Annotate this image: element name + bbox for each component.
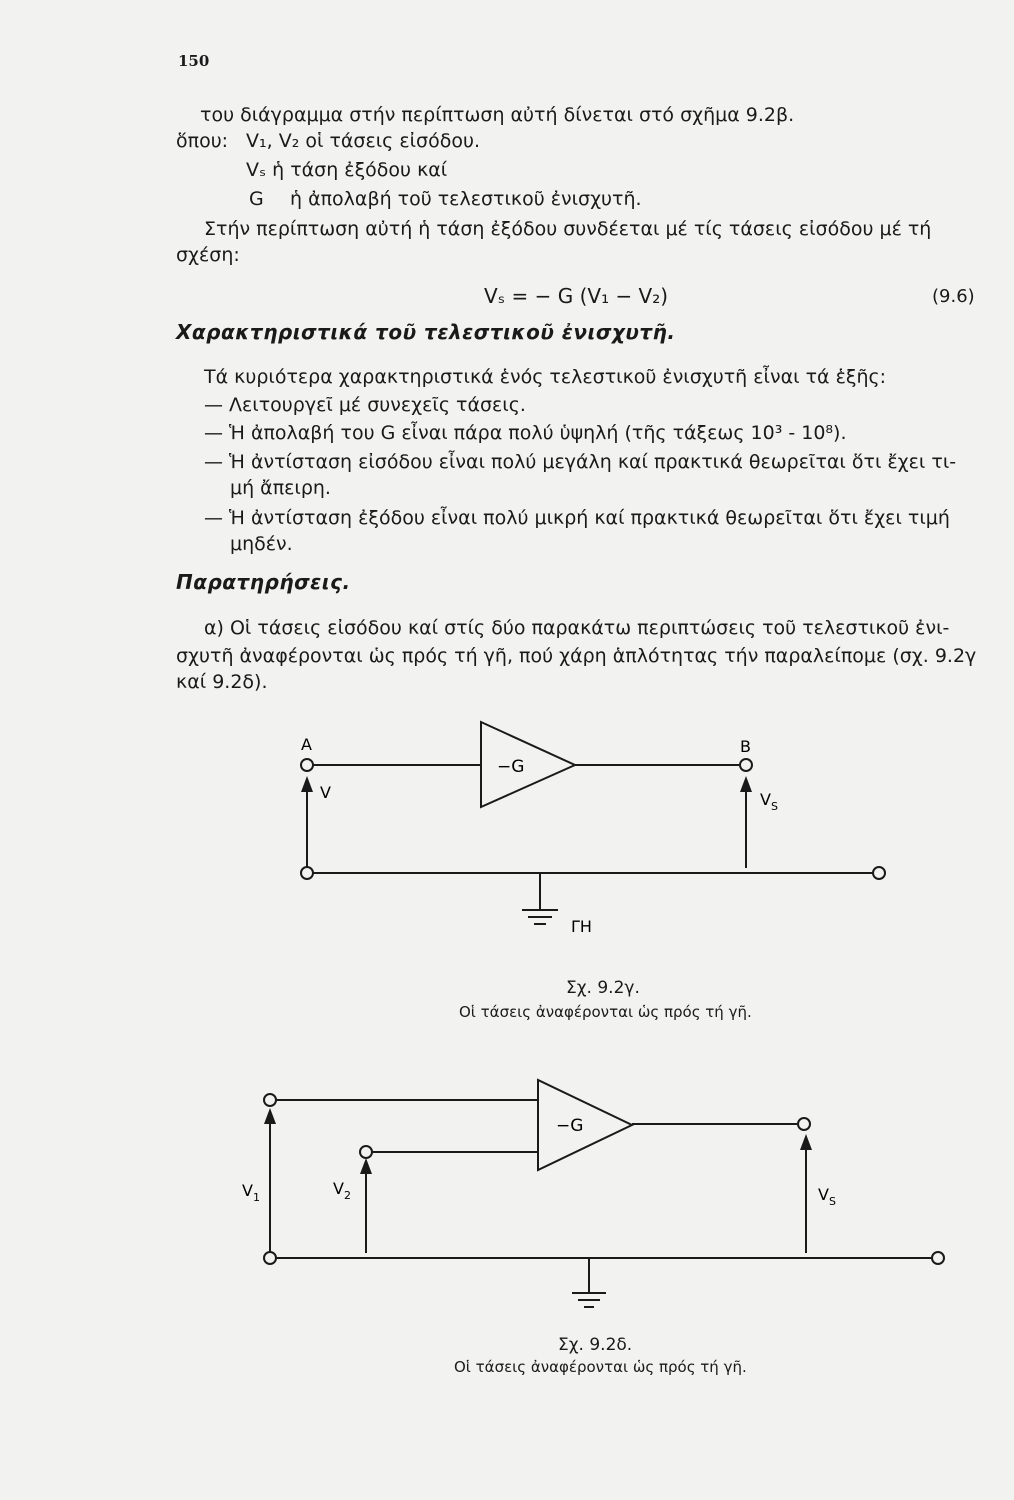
remark-line: α) Οἱ τάσεις εἰσόδου καί στίς δύο παρακάτω περιπτώσεις τοῦ τελεστικοῦ ἐνι- — [204, 617, 950, 639]
terminal-ground-left — [264, 1252, 276, 1264]
feature-item: — Ἡ ἀπολαβή του G εἶναι πάρα πολύ ὑψηλή (τῆς τάξεως 10³ - 10⁸). — [204, 422, 847, 444]
label-V2: $V_2$ — [333, 1179, 351, 1202]
voltage-arrow-head — [800, 1134, 812, 1150]
ground-label: ΓΗ — [571, 917, 592, 936]
voltage-arrow-head — [264, 1108, 276, 1124]
op-amp-triangle — [538, 1080, 632, 1170]
text-line: του διάγραμμα στήν περίπτωση αὐτή δίνεται στό σχῆμα 9.2β. — [200, 104, 795, 126]
definition-inputs: V₁, V₂ οἱ τάσεις εἰσόδου. — [246, 130, 480, 152]
equation-number: (9.6) — [932, 286, 975, 307]
terminal-input-2 — [360, 1146, 372, 1158]
amp-gain-label: −G — [556, 1116, 584, 1136]
amp-gain-label: −G — [497, 757, 525, 777]
feature-item: — Λειτουργεῖ μέ συνεχεῖς τάσεις. — [204, 394, 526, 416]
page-number: 150 — [178, 52, 210, 70]
features-intro: Τά κυριότερα χαρακτηριστικά ἑνός τελεστικοῦ ἐνισχυτῆ εἶναι τά ἑξῆς: — [204, 366, 887, 388]
text-line: Στήν περίπτωση αὐτή ἡ τάση ἐξόδου συνδέεται μέ τίς τάσεις εἰσόδου μέ τή — [204, 218, 932, 240]
feature-item-continued: μηδέν. — [230, 533, 293, 555]
figure-caption-text: Οἱ τάσεις ἀναφέρονται ὡς πρός τή γῆ. — [459, 1003, 752, 1021]
label-V1: $V_1$ — [242, 1181, 260, 1204]
voltage-arrow-head — [360, 1158, 372, 1174]
figure-caption-title: Σχ. 9.2δ. — [558, 1335, 633, 1355]
where-label: ὅπου: — [176, 130, 229, 152]
label-Vs: $V_S$ — [760, 790, 778, 813]
label-B: B — [740, 737, 751, 756]
feature-item-continued: μή ἄπειρη. — [230, 477, 331, 499]
feature-item: — Ἡ ἀντίσταση ἐξόδου εἶναι πολύ μικρή καί πρακτικά θεωρεῖται ὅτι ἔχει τιμή — [204, 507, 950, 529]
terminal-output — [798, 1118, 810, 1130]
label-Vs: $V_S$ — [818, 1185, 836, 1208]
text-line: σχέση: — [176, 244, 240, 266]
section-heading: Χαρακτηριστικά τοῦ τελεστικοῦ ἐνισχυτῆ. — [176, 320, 676, 344]
remark-line: καί 9.2δ). — [176, 671, 268, 693]
figure-caption-title: Σχ. 9.2γ. — [566, 978, 640, 998]
remarks-heading: Παρατηρήσεις. — [176, 570, 351, 594]
equation: Vₛ = − G (V₁ − V₂) — [484, 284, 669, 308]
figure-caption-text: Οἱ τάσεις ἀναφέρονται ὡς πρός τή γῆ. — [454, 1358, 747, 1376]
terminal-input-1 — [264, 1094, 276, 1106]
feature-item: — Ἡ ἀντίσταση εἰσόδου εἶναι πολύ μεγάλη καί πρακτικά θεωρεῖται ὅτι ἔχει τι- — [204, 451, 957, 473]
definition-output: Vₛ ἡ τάση ἐξόδου καί — [246, 159, 448, 181]
label-V: V — [320, 783, 331, 802]
label-A: A — [301, 735, 312, 754]
definition-gain-symbol: G — [249, 188, 264, 210]
definition-gain: ἡ ἀπολαβή τοῦ τελεστικοῦ ἐνισχυτῆ. — [290, 188, 642, 210]
terminal-ground-right — [932, 1252, 944, 1264]
remark-line: σχυτῆ ἀναφέρονται ὡς πρός τή γῆ, πού χάρη ἁπλότητας τήν παραλείπομε (σχ. 9.2γ — [176, 645, 977, 667]
